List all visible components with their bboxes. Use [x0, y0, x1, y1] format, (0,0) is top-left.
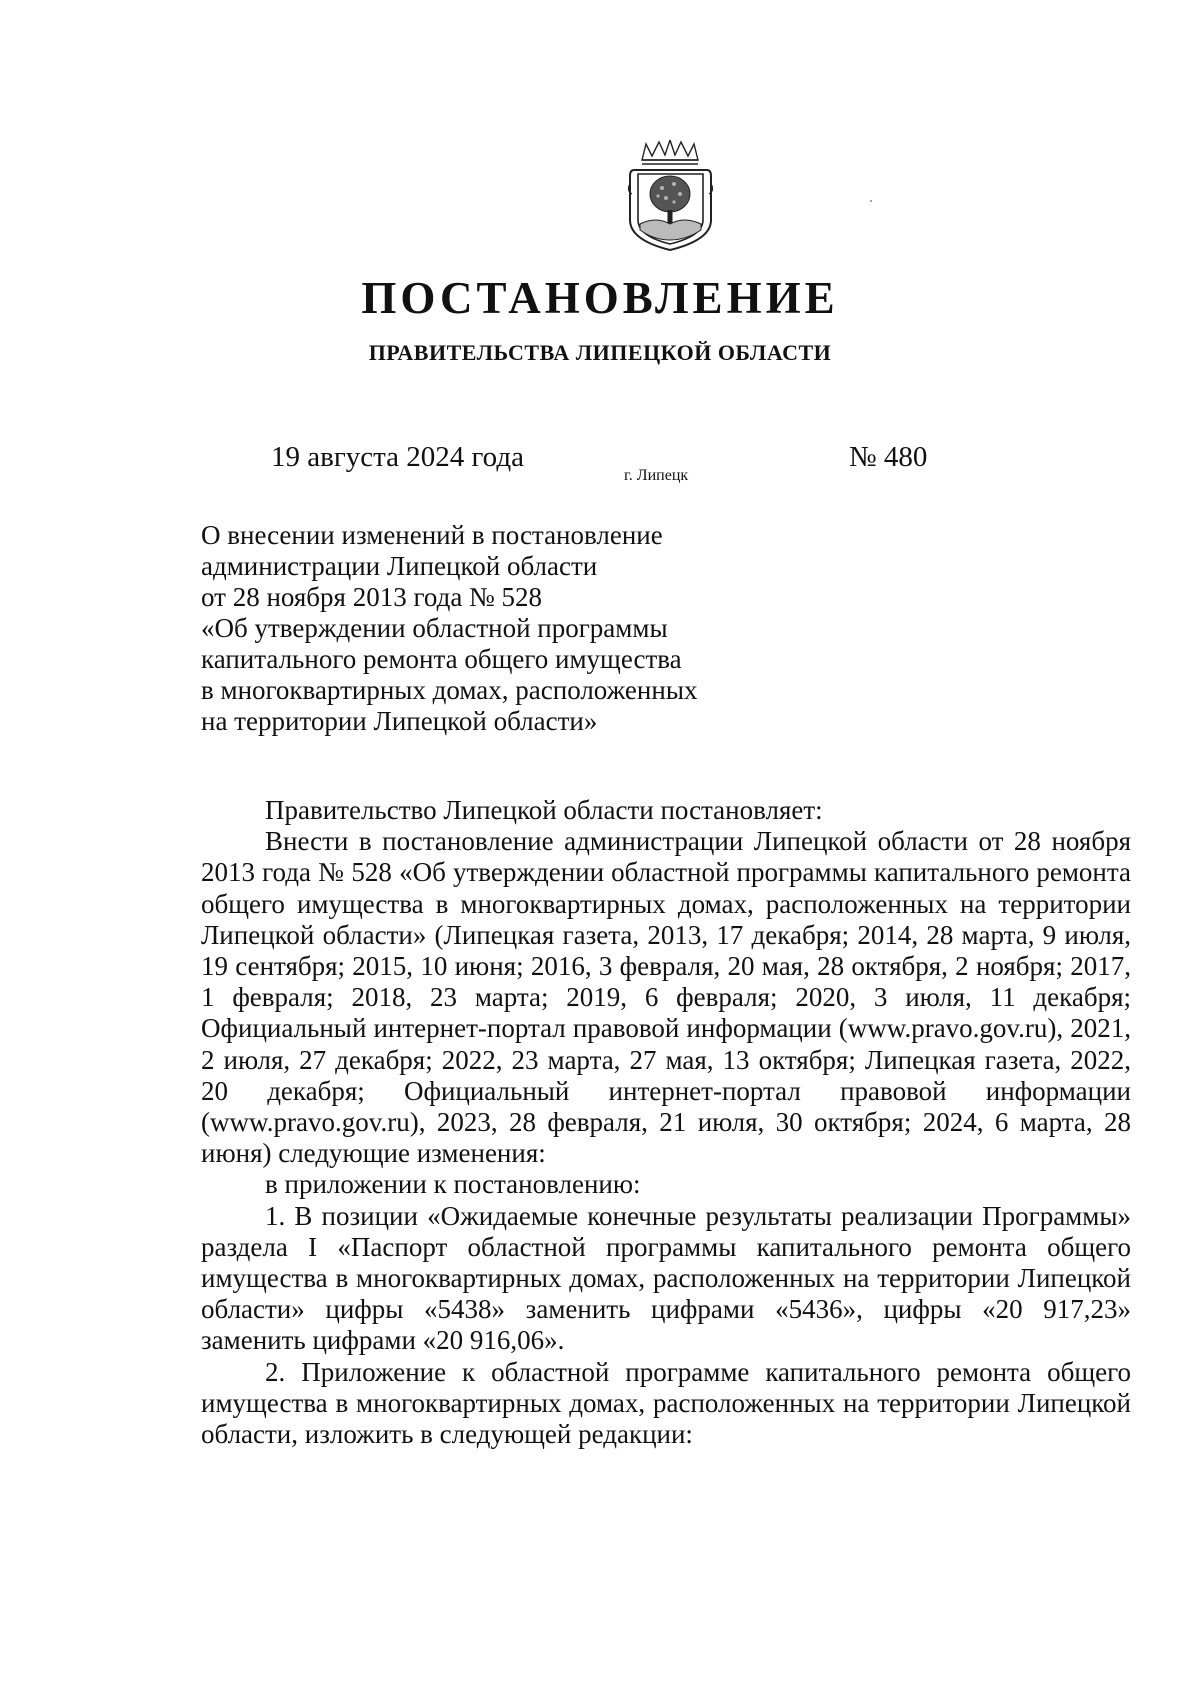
- document-date: 19 августа 2024 года: [271, 441, 524, 473]
- lipetsk-coat-of-arms-icon: [628, 140, 713, 252]
- heading-line: капитального ремонта общего имущества: [201, 644, 682, 674]
- heading-line: администрации Липецкой области: [201, 551, 598, 581]
- heading-line: «Об утверждении областной программы: [201, 613, 668, 643]
- body-paragraph-item-2: 2. Приложение к областной программе капитального ремонта общего имущества в многоквартирных домах, расположенных на территории Липецкой области, изложить в следующей редакции:: [201, 1356, 1131, 1450]
- scan-speck: [870, 200, 872, 202]
- document-body: [201, 795, 1131, 1450]
- body-paragraph-item-1: 1. В позиции «Ожидаемые конечные результаты реализации Программы» раздела I «Паспорт областной программы капитального ремонта общего имущества в многоквартирных домах, расположенных на территории Липецкой области» цифры «5438» заменить цифрами «5436», цифры «20 917,23» заменить цифрами «20 916,06».: [201, 1200, 1131, 1356]
- body-paragraph-main: Внести в постановление администрации Липецкой области от 28 ноября 2013 года № 528 «Об утверждении областной программы капитального ремонта общего имущества в многоквартирных домах, расположенных на территории Липецкой области» (Липецкая газета, 2013, 17 декабря; 2014, 28 марта, 9 июля, 19 сентября; 2015, 10 июня; 2016, 3 февраля, 20 мая, 28 октября, 2 ноября; 2017, 1 февраля; 2018, 23 марта; 2019, 6 февраля; 2020, 3 июля, 11 декабря; Официальный интернет-портал правовой информации (www.pravo.gov.ru), 2021, 2 июля, 27 декабря; 2022, 23 марта, 27 мая, 13 октября; Липецкая газета, 2022, 20 декабря; Официальный интернет-портал правовой информации (www.pravo.gov.ru), 2023, 28 февраля, 21 июля, 30 октября; 2024, 6 марта, 28 июня) следующие изменения:: [201, 826, 1131, 1169]
- document-city: г. Липецк: [624, 467, 689, 484]
- body-paragraph-annex: в приложении к постановлению:: [265, 1169, 641, 1200]
- heading-line: от 28 ноября 2013 года № 528: [201, 582, 543, 612]
- body-paragraph-intro: Правительство Липецкой области постановляет:: [265, 795, 823, 825]
- heading-line: в многоквартирных домах, расположенных: [201, 675, 698, 705]
- resolution-heading: [201, 520, 761, 737]
- heading-line: на территории Липецкой области»: [201, 706, 598, 736]
- heading-line: О внесении изменений в постановление: [201, 520, 663, 550]
- document-subtitle: ПРАВИТЕЛЬСТВА ЛИПЕЦКОЙ ОБЛАСТИ: [368, 340, 832, 365]
- document-number: № 480: [849, 441, 928, 473]
- document-title: ПОСТАНОВЛЕНИЕ: [361, 273, 839, 323]
